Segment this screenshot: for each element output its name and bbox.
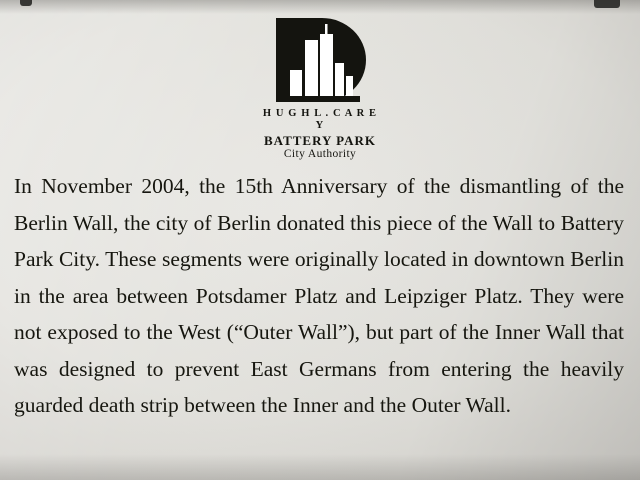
logo-line-battery-park: BATTERY PARK: [263, 132, 377, 148]
battery-park-city-skyline-logo: [272, 16, 368, 102]
plaque-body-text: [14, 168, 624, 424]
logo-line-hugh-l-carey: H U G H L . C A R E Y: [262, 108, 378, 132]
logo-line-city-authority: City Authority: [283, 148, 357, 161]
plaque-paragraph: In November 2004, the 15th Anniversary of the dismantling of the Berlin Wall, the city of Berlin donated this piece of the Wall to Battery Park City. These segments were originally located in downtown Berlin in the area between Potsdamer Platz and Leipziger Platz. They were not exposed to the West (“Outer Wall”), but part of the Inner Wall that was designed to prevent East Germans from entering the heavily guarded death strip between the Inner and the Outer Wall.: [14, 174, 624, 417]
logo-wordmark: [261, 108, 379, 162]
mounting-fixture-right: [594, 0, 620, 8]
logo-block: [261, 16, 379, 162]
mounting-fixture-left: [20, 0, 32, 6]
